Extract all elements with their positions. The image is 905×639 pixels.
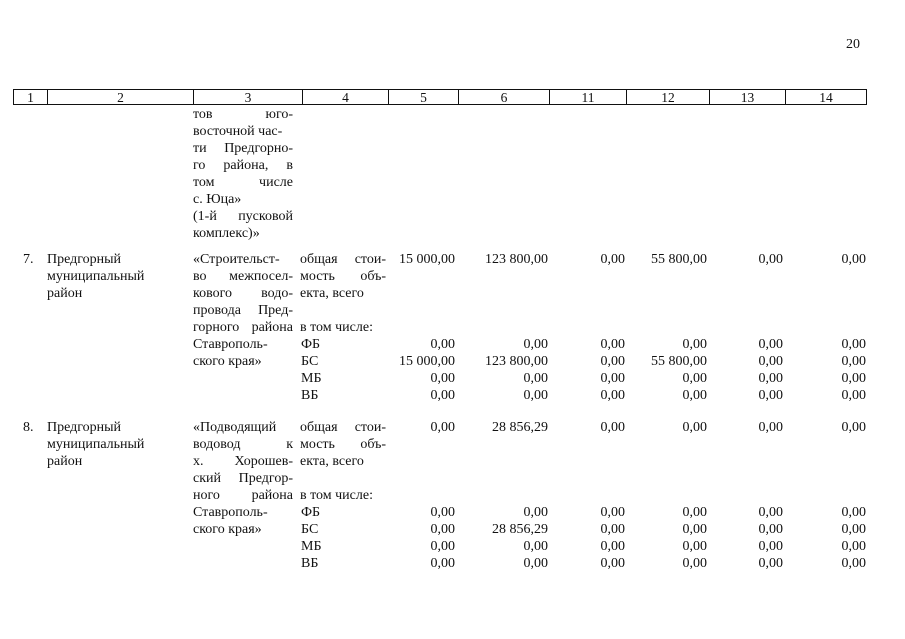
total-value: 0,00: [600, 420, 625, 435]
total-value: 0,00: [600, 252, 625, 267]
source-value: 0,00: [841, 505, 866, 520]
object-line: восточной час-: [193, 124, 283, 139]
total-value: 0,00: [841, 252, 866, 267]
source-value: 0,00: [430, 337, 455, 352]
total-value: 55 800,00: [651, 252, 707, 267]
source-label: ФБ: [301, 505, 321, 520]
source-value: 0,00: [430, 371, 455, 386]
object-line: горного района: [193, 320, 293, 335]
source-label: ВБ: [301, 556, 319, 571]
header-cell: 6: [458, 90, 549, 104]
source-label: ФБ: [301, 337, 321, 352]
object-line: (1-й пусковой: [193, 209, 293, 224]
source-value: 0,00: [841, 371, 866, 386]
source-value: 0,00: [682, 539, 707, 554]
header-cell: 14: [785, 90, 866, 104]
source-value: 0,00: [841, 539, 866, 554]
source-value: 0,00: [682, 337, 707, 352]
source-value: 15 000,00: [399, 354, 455, 369]
source-value: 0,00: [841, 522, 866, 537]
source-value: 0,00: [600, 539, 625, 554]
total-value: 28 856,29: [492, 420, 548, 435]
source-value: 0,00: [758, 505, 783, 520]
source-value: 0,00: [523, 388, 548, 403]
object-line: во межпосел-: [193, 269, 293, 284]
total-value: 15 000,00: [399, 252, 455, 267]
source-label: МБ: [301, 539, 322, 554]
total-value: 0,00: [758, 420, 783, 435]
header-cell: 13: [709, 90, 785, 104]
source-value: 0,00: [430, 556, 455, 571]
object-line: с. Юца»: [193, 192, 242, 207]
type-line: общая стои-: [300, 252, 386, 267]
object-line: том числе: [193, 175, 293, 190]
object-line: го района, в: [193, 158, 293, 173]
source-value: 0,00: [758, 556, 783, 571]
type-line: екта, всего: [300, 454, 364, 469]
object-line: тов юго-: [193, 107, 293, 122]
source-value: 0,00: [600, 522, 625, 537]
object-line: водовод к: [193, 437, 293, 452]
header-cell: 3: [193, 90, 302, 104]
page-number: 20: [846, 37, 860, 52]
source-value: 0,00: [523, 337, 548, 352]
source-value: 0,00: [682, 522, 707, 537]
source-value: 0,00: [841, 354, 866, 369]
total-value: 0,00: [758, 252, 783, 267]
source-value: 55 800,00: [651, 354, 707, 369]
source-value: 0,00: [523, 556, 548, 571]
district-line: Предгорный: [47, 420, 122, 435]
object-line: «Подводящий: [193, 420, 277, 435]
object-line: ного района: [193, 488, 293, 503]
object-line: х. Хорошев-: [193, 454, 293, 469]
object-line: ти Предгорно-: [193, 141, 293, 156]
source-value: 0,00: [523, 539, 548, 554]
source-value: 0,00: [682, 556, 707, 571]
source-value: 0,00: [758, 337, 783, 352]
source-value: 0,00: [758, 539, 783, 554]
district-line: муниципальный: [47, 269, 145, 284]
source-value: 0,00: [841, 388, 866, 403]
object-line: кового водо-: [193, 286, 293, 301]
source-value: 0,00: [682, 388, 707, 403]
source-value: 0,00: [430, 505, 455, 520]
type-line: общая стои-: [300, 420, 386, 435]
district-line: район: [47, 454, 83, 469]
source-value: 0,00: [600, 337, 625, 352]
object-line: комплекс)»: [193, 226, 260, 241]
source-value: 0,00: [523, 371, 548, 386]
source-value: 0,00: [600, 505, 625, 520]
source-value: 0,00: [682, 505, 707, 520]
source-label: БС: [301, 354, 319, 369]
header-cell: 2: [47, 90, 193, 104]
type-line: екта, всего: [300, 286, 364, 301]
object-line: Ставрополь-: [193, 337, 268, 352]
object-line: ский Предгор-: [193, 471, 293, 486]
object-line: провода Пред-: [193, 303, 293, 318]
source-value: 0,00: [682, 371, 707, 386]
table-header: [13, 89, 867, 105]
header-cell: 4: [302, 90, 388, 104]
header-cell: 5: [388, 90, 458, 104]
source-value: 0,00: [758, 371, 783, 386]
source-value: 0,00: [841, 556, 866, 571]
source-value: 123 800,00: [485, 354, 548, 369]
object-line: ского края»: [193, 354, 262, 369]
source-value: 28 856,29: [492, 522, 548, 537]
source-value: 0,00: [758, 354, 783, 369]
type-line: мость объ-: [300, 269, 386, 284]
source-label: ВБ: [301, 388, 319, 403]
header-cell: 11: [549, 90, 626, 104]
district-line: район: [47, 286, 83, 301]
header-cell: 1: [27, 90, 34, 105]
total-value: 0,00: [841, 420, 866, 435]
source-value: 0,00: [523, 505, 548, 520]
header-cell: 12: [626, 90, 709, 104]
source-value: 0,00: [758, 522, 783, 537]
source-value: 0,00: [600, 388, 625, 403]
source-value: 0,00: [430, 522, 455, 537]
source-value: 0,00: [430, 388, 455, 403]
object-line: ского края»: [193, 522, 262, 537]
source-value: 0,00: [430, 539, 455, 554]
object-line: Ставрополь-: [193, 505, 268, 520]
in-total-label: в том числе:: [300, 320, 373, 335]
source-value: 0,00: [841, 337, 866, 352]
row-number: 8.: [23, 420, 34, 435]
source-value: 0,00: [600, 556, 625, 571]
object-line: «Строительст-: [193, 252, 280, 267]
source-value: 0,00: [600, 371, 625, 386]
source-label: МБ: [301, 371, 322, 386]
total-value: 0,00: [682, 420, 707, 435]
source-value: 0,00: [758, 388, 783, 403]
district-line: Предгорный: [47, 252, 122, 267]
source-label: БС: [301, 522, 319, 537]
district-line: муниципальный: [47, 437, 145, 452]
total-value: 0,00: [430, 420, 455, 435]
row-number: 7.: [23, 252, 34, 267]
source-value: 0,00: [600, 354, 625, 369]
total-value: 123 800,00: [485, 252, 548, 267]
in-total-label: в том числе:: [300, 488, 373, 503]
type-line: мость объ-: [300, 437, 386, 452]
